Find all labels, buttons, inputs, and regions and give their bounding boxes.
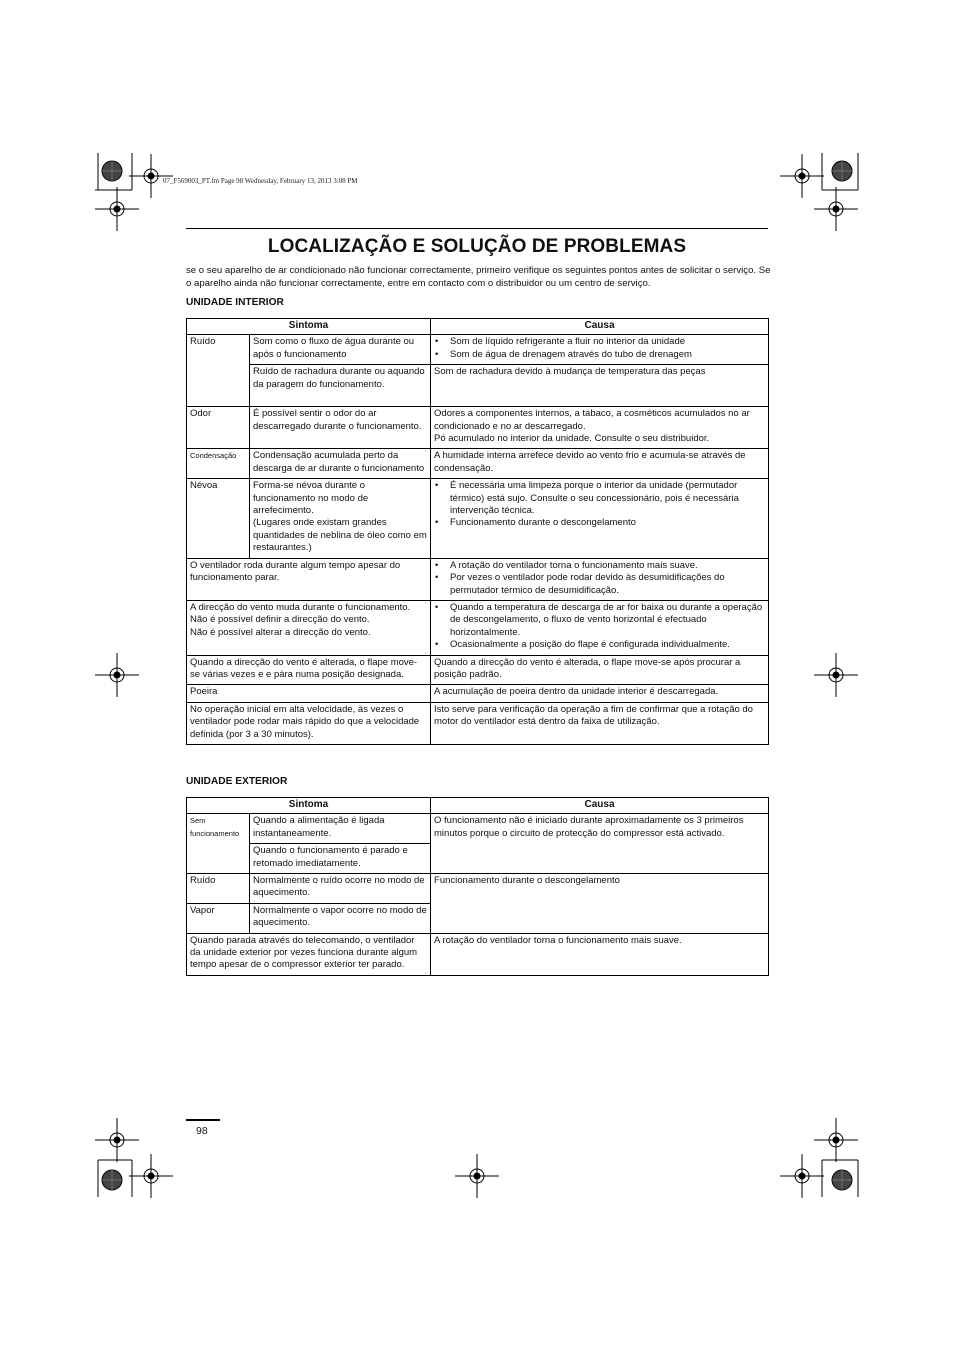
list-item: • Som de água de drenagem através do tubo de drenagem <box>434 349 765 361</box>
symptom-line: (Lugares onde existam grandes quantidades de neblina de óleo como em restaurantes.) <box>253 517 427 554</box>
table-row <box>187 600 769 655</box>
table-row <box>187 702 769 744</box>
table-row <box>187 407 769 449</box>
table-row <box>187 655 769 685</box>
category-cell: Sem funcionamento <box>187 814 250 874</box>
cause-cell: Som de rachadura devido à mudança de temperatura das peças <box>431 365 769 407</box>
cause-cell: Isto serve para verificação da operação a fim de confirmar que a rotação do motor do ventilador está dentro da faixa de utilização. <box>431 702 769 744</box>
list-item: • É necessária uma limpeza porque o interior da unidade (permutador térmico) está sujo. Consulte o seu concessionário, pois é necessária intervenção técnica. <box>434 480 765 517</box>
cause-line: Odores a componentes internos, a tabaco, a cosméticos acumulados no ar condicionado e no ar descarregado. <box>434 408 750 432</box>
symptom-line: Não é possível definir a direcção do vento. <box>190 614 370 626</box>
cause-cell: A humidade interna arrefece devido ao vento frio e acumula-se através de condensação. <box>431 449 769 479</box>
table-row <box>187 479 769 558</box>
symptom-cell: Quando a alimentação é ligada instantaneamente. <box>250 814 431 844</box>
cause-cell: O funcionamento não é iniciado durante aproximadamente os 3 primeiros minutos porque o circuito de protecção do compressor está activado. <box>431 814 769 874</box>
exterior-table <box>186 797 769 976</box>
symptom-cell: É possível sentir o odor do ar descarregado durante o funcionamento. <box>250 407 431 449</box>
symptom-cell: Quando a direcção do vento é alterada, o flape move-se várias vezes e e pára numa posição designada. <box>187 655 431 685</box>
symptom-cell: O ventilador roda durante algum tempo apesar do funcionamento parar. <box>187 558 431 600</box>
symptom-cell <box>187 600 431 655</box>
cause-line: Pó acumulado no interior da unidade. Consulte o seu distribuidor. <box>434 433 710 445</box>
cause-cell: Funcionamento durante o descongelamento <box>431 874 769 934</box>
list-item: • Quando a temperatura de descarga de ar for baixa ou durante a operação de descongelamento, o fluxo de vento horizontal é efectuado horizontalmente. <box>434 602 765 639</box>
page-number: 98 <box>196 1125 208 1137</box>
table-row <box>187 558 769 600</box>
interior-heading: UNIDADE INTERIOR <box>186 297 284 308</box>
category-cell: Odor <box>187 407 250 449</box>
col-symptom-header: Sintoma <box>187 798 431 814</box>
table-row <box>187 335 769 365</box>
table-row <box>187 365 769 407</box>
cause-cell <box>431 335 769 365</box>
page-title: LOCALIZAÇÃO E SOLUÇÃO DE PROBLEMAS <box>267 236 687 257</box>
symptom-cell: Poeira <box>187 685 431 702</box>
symptom-cell: Quando parada através do telecomando, o ventilador da unidade exterior por vezes funciona durante algum tempo apesar de o compressor exterior ter parado. <box>187 933 431 975</box>
col-cause-header: Causa <box>431 798 769 814</box>
table-row <box>187 814 769 844</box>
category-cell: Névoa <box>187 479 250 558</box>
symptom-cell: Normalmente o ruído ocorre no modo de aquecimento. <box>250 874 431 904</box>
intro-paragraph: se o seu aparelho de ar condicionado não funcionar correctamente, primeiro verifique os seguintes pontos antes de solicitar o serviço. Se o aparelho ainda não funcionar correctamente, entre em contacto com o distribuidor ou um centro de serviço. <box>186 265 771 289</box>
col-symptom-header: Sintoma <box>187 319 431 335</box>
list-item: • Funcionamento durante o descongelamento <box>434 517 765 529</box>
table-row <box>187 933 769 975</box>
cause-cell: A acumulação de poeira dentro da unidade interior é descarregada. <box>431 685 769 702</box>
cause-cell <box>431 479 769 558</box>
table-row <box>187 449 769 479</box>
file-info-header: 07_F569003_PT.fm Page 98 Wednesday, February 13, 2013 3:08 PM <box>163 177 358 185</box>
category-cell: Vapor <box>187 903 250 933</box>
symptom-line: Forma-se névoa durante o funcionamento no modo de arrefecimento. <box>253 480 369 517</box>
table-row <box>187 874 769 904</box>
symptom-line: A direcção do vento muda durante o funcionamento. <box>190 601 411 613</box>
category-cell: Ruído <box>187 335 250 407</box>
list-item: • Som de líquido refrigerante a fluir no interior da unidade <box>434 336 765 348</box>
category-cell: Ruído <box>187 874 250 904</box>
table-row <box>187 685 769 702</box>
interior-table <box>186 318 769 745</box>
cause-cell <box>431 600 769 655</box>
list-item: • A rotação do ventilador torna o funcionamento mais suave. <box>434 560 765 572</box>
category-cell: Condensação <box>187 449 250 479</box>
symptom-cell: Condensação acumulada perto da descarga de ar durante o funcionamento <box>250 449 431 479</box>
cause-cell <box>431 558 769 600</box>
list-item: • Ocasionalmente a posição do flape é configurada individualmente. <box>434 639 765 651</box>
page-number-rule <box>186 1119 220 1121</box>
list-item: • Por vezes o ventilador pode rodar devido às desumidificações do permutador térmico de desumidificação. <box>434 572 765 597</box>
cause-cell: A rotação do ventilador torna o funcionamento mais suave. <box>431 933 769 975</box>
symptom-cell <box>250 479 431 558</box>
symptom-line: Não é possível alterar a direcção do vento. <box>190 626 371 638</box>
cause-cell: Quando a direcção do vento é alterada, o flape move-se após procurar a posição padrão. <box>431 655 769 685</box>
cause-cell <box>431 407 769 449</box>
exterior-heading: UNIDADE EXTERIOR <box>186 776 288 787</box>
symptom-cell: Quando o funcionamento é parado e retomado imediatamente. <box>250 844 431 874</box>
symptom-cell: Normalmente o vapor ocorre no modo de aquecimento. <box>250 903 431 933</box>
symptom-cell: No operação inicial em alta velocidade, às vezes o ventilador pode rodar mais rápido do que a velocidade definida (por 3 a 30 minutos). <box>187 702 431 744</box>
symptom-cell: Som como o fluxo de água durante ou após o funcionamento <box>250 335 431 365</box>
symptom-cell: Ruído de rachadura durante ou aquando da paragem do funcionamento. <box>250 365 431 407</box>
col-cause-header: Causa <box>431 319 769 335</box>
title-rule <box>186 228 768 229</box>
